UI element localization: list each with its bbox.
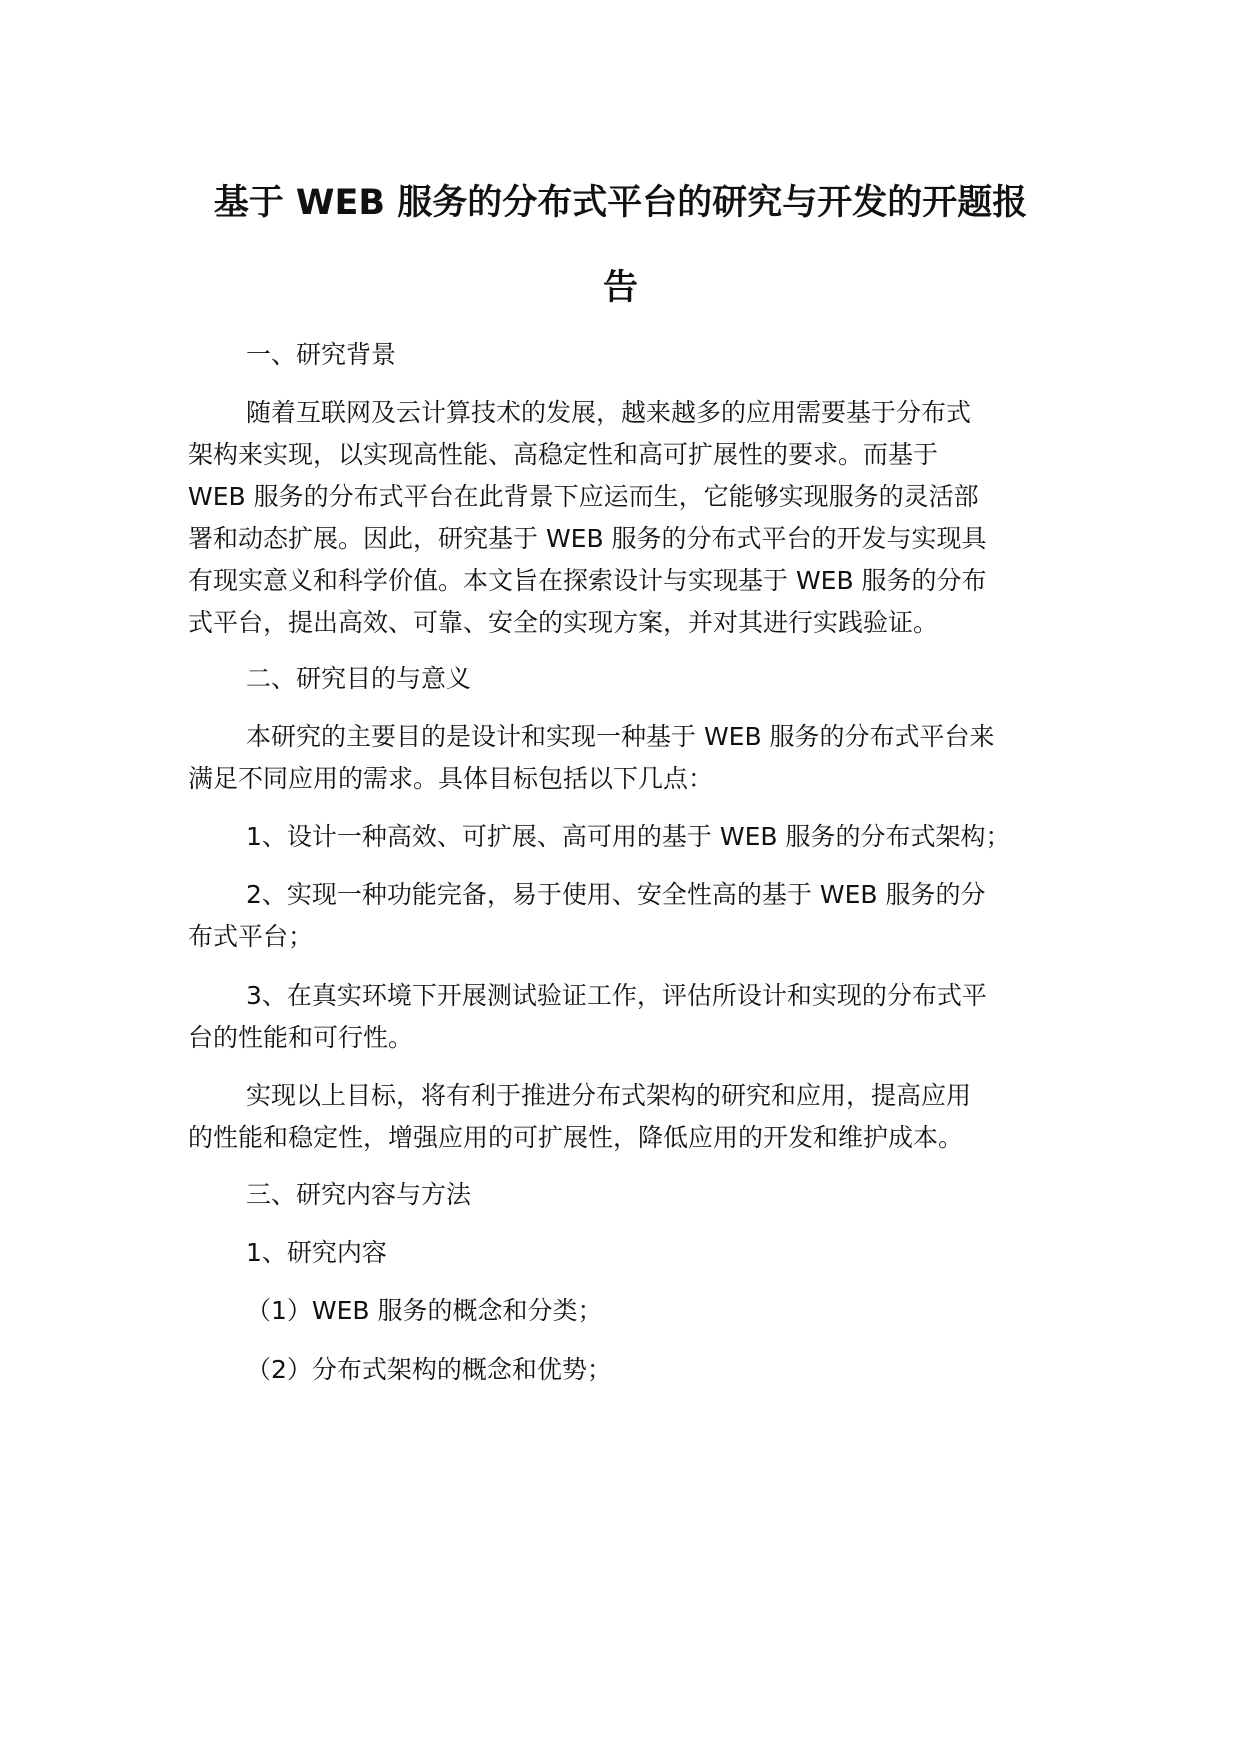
list-item-goal-2-cont: 布式平台；: [188, 922, 314, 951]
paragraph-line: 本研究的主要目的是设计和实现一种基于 WEB 服务的分布式平台来: [246, 722, 995, 751]
paragraph-line: 随着互联网及云计算技术的发展，越来越多的应用需要基于分布式: [246, 398, 972, 427]
list-item-goal-2: 2、实现一种功能完备，易于使用、安全性高的基于 WEB 服务的分: [246, 880, 986, 909]
paragraph-line: 架构来实现，以实现高性能、高稳定性和高可扩展性的要求。而基于: [188, 440, 939, 469]
paragraph-line: 署和动态扩展。因此，研究基于 WEB 服务的分布式平台的开发与实现具: [188, 524, 987, 553]
paragraph-line: 实现以上目标，将有利于推进分布式架构的研究和应用，提高应用: [246, 1081, 972, 1110]
content-item-2: （2）分布式架构的概念和优势；: [246, 1355, 612, 1384]
document-title-line-2: 告: [602, 268, 638, 308]
list-item-goal-1: 1、设计一种高效、可扩展、高可用的基于 WEB 服务的分布式架构；: [246, 822, 1011, 851]
paragraph-line: 满足不同应用的需求。具体目标包括以下几点：: [188, 764, 714, 793]
list-item-goal-3: 3、在真实环境下开展测试验证工作，评估所设计和实现的分布式平: [246, 981, 987, 1010]
paragraph-line: WEB 服务的分布式平台在此背景下应运而生，它能够实现服务的灵活部: [188, 482, 979, 511]
section-heading-content-method: 三、研究内容与方法: [246, 1180, 472, 1209]
paragraph-line: 的性能和稳定性，增强应用的可扩展性，降低应用的开发和维护成本。: [188, 1123, 964, 1152]
paragraph-line: 有现实意义和科学价值。本文旨在探索设计与实现基于 WEB 服务的分布: [188, 566, 987, 595]
section-heading-research-background: 一、研究背景: [246, 340, 397, 369]
subsection-heading-research-content: 1、研究内容: [246, 1238, 387, 1267]
paragraph-line: 式平台，提出高效、可靠、安全的实现方案，并对其进行实践验证。: [188, 608, 939, 637]
section-heading-purpose-significance: 二、研究目的与意义: [246, 664, 472, 693]
list-item-goal-3-cont: 台的性能和可行性。: [188, 1023, 414, 1052]
document-title-line-1: 基于 WEB 服务的分布式平台的研究与开发的开题报: [213, 183, 1028, 223]
content-item-1: （1）WEB 服务的概念和分类；: [246, 1296, 603, 1325]
